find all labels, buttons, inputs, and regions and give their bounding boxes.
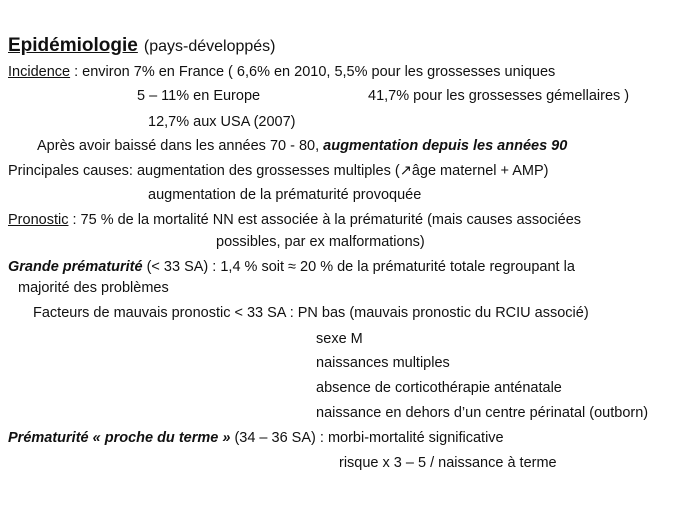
facteur-item: sexe M bbox=[316, 331, 363, 347]
title-subtitle: (pays-développés) bbox=[143, 38, 276, 55]
incidence-trend bbox=[37, 137, 567, 155]
title-main: Epidémiologie bbox=[8, 35, 138, 56]
facteurs-intro: Facteurs de mauvais pronostic < 33 SA : PN bas (mauvais pronostic du RCIU associé) bbox=[33, 305, 589, 321]
pronostic-text: : 75 % de la mortalité NN est associée à la prématurité (mais causes associées bbox=[68, 212, 582, 228]
incidence-gemellaires: 41,7% pour les grossesses gémellaires ) bbox=[368, 88, 630, 104]
incidence-france: : environ 7% en France ( 6,6% en 2010, 5,5% pour les grossesses uniques bbox=[70, 64, 556, 80]
page-title bbox=[8, 34, 275, 59]
grande-prematurite-line bbox=[8, 258, 575, 276]
proche-terme-line bbox=[8, 429, 504, 447]
pronostic-line-2: possibles, par ex malformations) bbox=[216, 234, 425, 250]
facteur-item: naissance en dehors d’un centre périnatal (outborn) bbox=[316, 405, 649, 421]
incidence-label: Incidence bbox=[8, 64, 71, 80]
incidence-europe: 5 – 11% en Europe bbox=[137, 88, 261, 104]
proche-label: Prématurité « proche du terme » bbox=[8, 430, 231, 446]
grande-label: Grande prématurité bbox=[8, 259, 143, 275]
proche-text: (34 – 36 SA) : morbi-mortalité significative bbox=[230, 430, 504, 446]
trend-emphasis: augmentation depuis les années 90 bbox=[323, 138, 568, 154]
grande-line-2: majorité des problèmes bbox=[18, 280, 169, 296]
trend-text: Après avoir baissé dans les années 70 - 80, bbox=[37, 138, 324, 154]
facteur-item: absence de corticothérapie anténatale bbox=[316, 380, 562, 396]
facteur-item: naissances multiples bbox=[316, 355, 450, 371]
proche-line-2: risque x 3 – 5 / naissance à terme bbox=[339, 455, 557, 471]
causes-line-1: Principales causes: augmentation des grossesses multiples (↗âge maternel + AMP) bbox=[8, 163, 549, 179]
grande-text: (< 33 SA) : 1,4 % soit ≈ 20 % de la prématurité totale regroupant la bbox=[142, 259, 575, 275]
incidence-usa: 12,7% aux USA (2007) bbox=[148, 114, 296, 130]
incidence-line bbox=[8, 63, 555, 81]
pronostic-label: Pronostic bbox=[8, 212, 69, 228]
pronostic-line bbox=[8, 211, 581, 229]
causes-line-2: augmentation de la prématurité provoquée bbox=[148, 187, 422, 203]
